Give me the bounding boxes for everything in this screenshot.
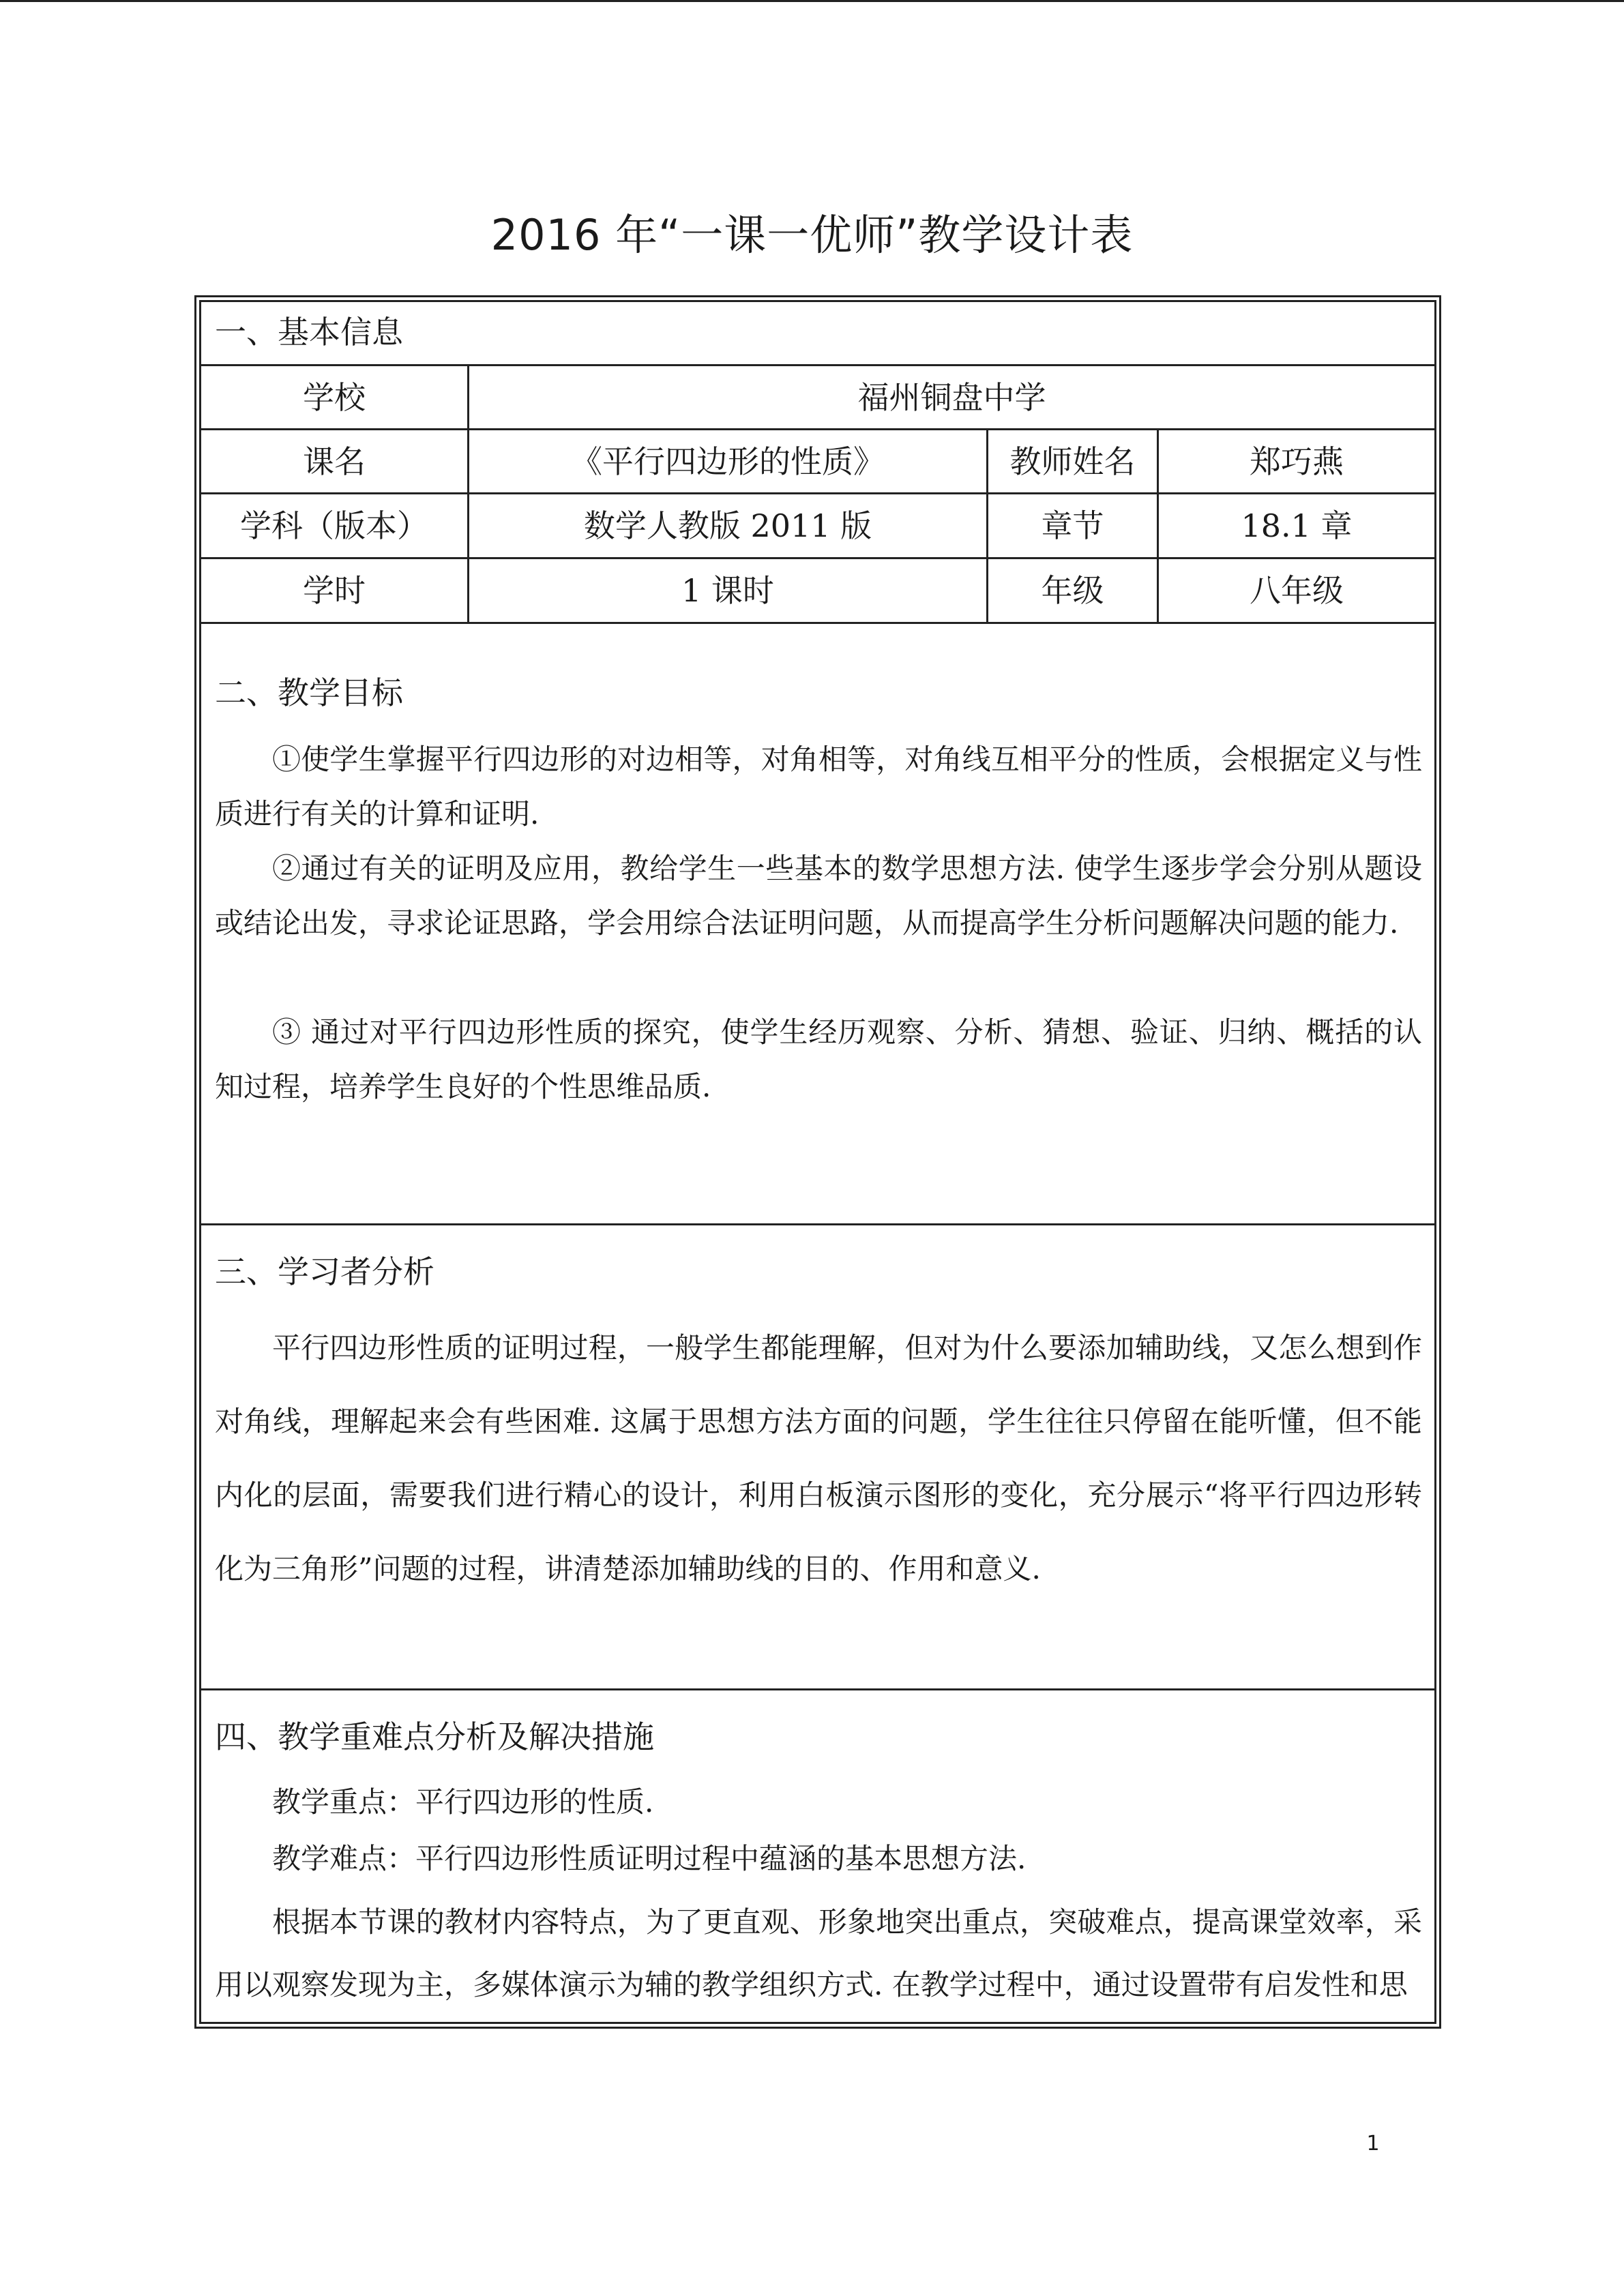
section-divider xyxy=(201,1223,1434,1225)
subject-value: 数学人教版 2011 版 xyxy=(583,507,872,544)
design-table xyxy=(199,300,1436,2024)
section-divider xyxy=(201,1688,1434,1690)
page-top-rule xyxy=(0,0,1624,2)
goal-item: ②通过有关的证明及应用，教给学生一些基本的数学思想方法. 使学生逐步学会分别从题设或结论出发，寻求论证思路，学会用综合法证明问题，从而提高学生分析问题解决问题的能力. xyxy=(215,852,1422,940)
teaching-difficulty: 教学难点：平行四边形性质证明过程中蕴涵的基本思想方法. xyxy=(272,1842,1027,1875)
grade-label: 年级 xyxy=(1041,572,1104,609)
section-goals-heading: 二、教学目标 xyxy=(215,674,403,711)
goal-item: ①使学生掌握平行四边形的对边相等，对角相等，对角线互相平分的性质，会根据定义与性质进行有关的计算和证明. xyxy=(215,743,1422,831)
hours-value: 1 课时 xyxy=(681,572,774,609)
section-keypoints-heading: 四、教学重难点分析及解决措施 xyxy=(215,1718,654,1755)
chapter-value: 18.1 章 xyxy=(1241,507,1353,544)
subject-label: 学科（版本） xyxy=(240,507,428,544)
teacher-label: 教师姓名 xyxy=(1009,443,1136,480)
section-basic-heading: 一、基本信息 xyxy=(215,314,403,351)
teaching-focus: 教学重点：平行四边形的性质. xyxy=(272,1785,654,1819)
goal-item: ③ 通过对平行四边形性质的探究，使学生经历观察、分析、猜想、验证、归纳、概括的认知过程，培养学生良好的个性思维品质. xyxy=(215,1015,1422,1103)
section-learners-heading: 三、学习者分析 xyxy=(215,1253,434,1290)
course-label: 课名 xyxy=(303,443,366,480)
keypoints-solution-text: 根据本节课的教材内容特点，为了更直观、形象地突出重点，突破难点，提高课堂效率，采用以观察发现为主，多媒体演示为辅的教学组织方式. 在教学过程中，通过设置带有启发性和思 xyxy=(215,1905,1422,2001)
teacher-value: 郑巧燕 xyxy=(1250,443,1344,480)
page-number: 1 xyxy=(1366,2132,1380,2156)
school-value: 福州铜盘中学 xyxy=(857,378,1046,416)
course-value: 《平行四边形的性质》 xyxy=(571,443,885,480)
hours-label: 学时 xyxy=(303,572,366,609)
school-label: 学校 xyxy=(303,378,366,416)
section-divider xyxy=(201,622,1434,624)
document-title: 2016 年“一课一优师”教学设计表 xyxy=(490,210,1134,260)
grade-value: 八年级 xyxy=(1250,572,1344,609)
learner-analysis-text: 平行四边形性质的证明过程，一般学生都能理解，但对为什么要添加辅助线，又怎么想到作对角线，理解起来会有些困难. 这属于思想方法方面的问题，学生往往只停留在能听懂，但不能内化的层面，需要我们进行精心的设计，利用白板演示图形的变化，充分展示“将平行四边形转化为三角形”问题的过程，讲清楚添加辅助线的目的、作用和意义. xyxy=(215,1331,1422,1585)
chapter-label: 章节 xyxy=(1041,507,1104,544)
